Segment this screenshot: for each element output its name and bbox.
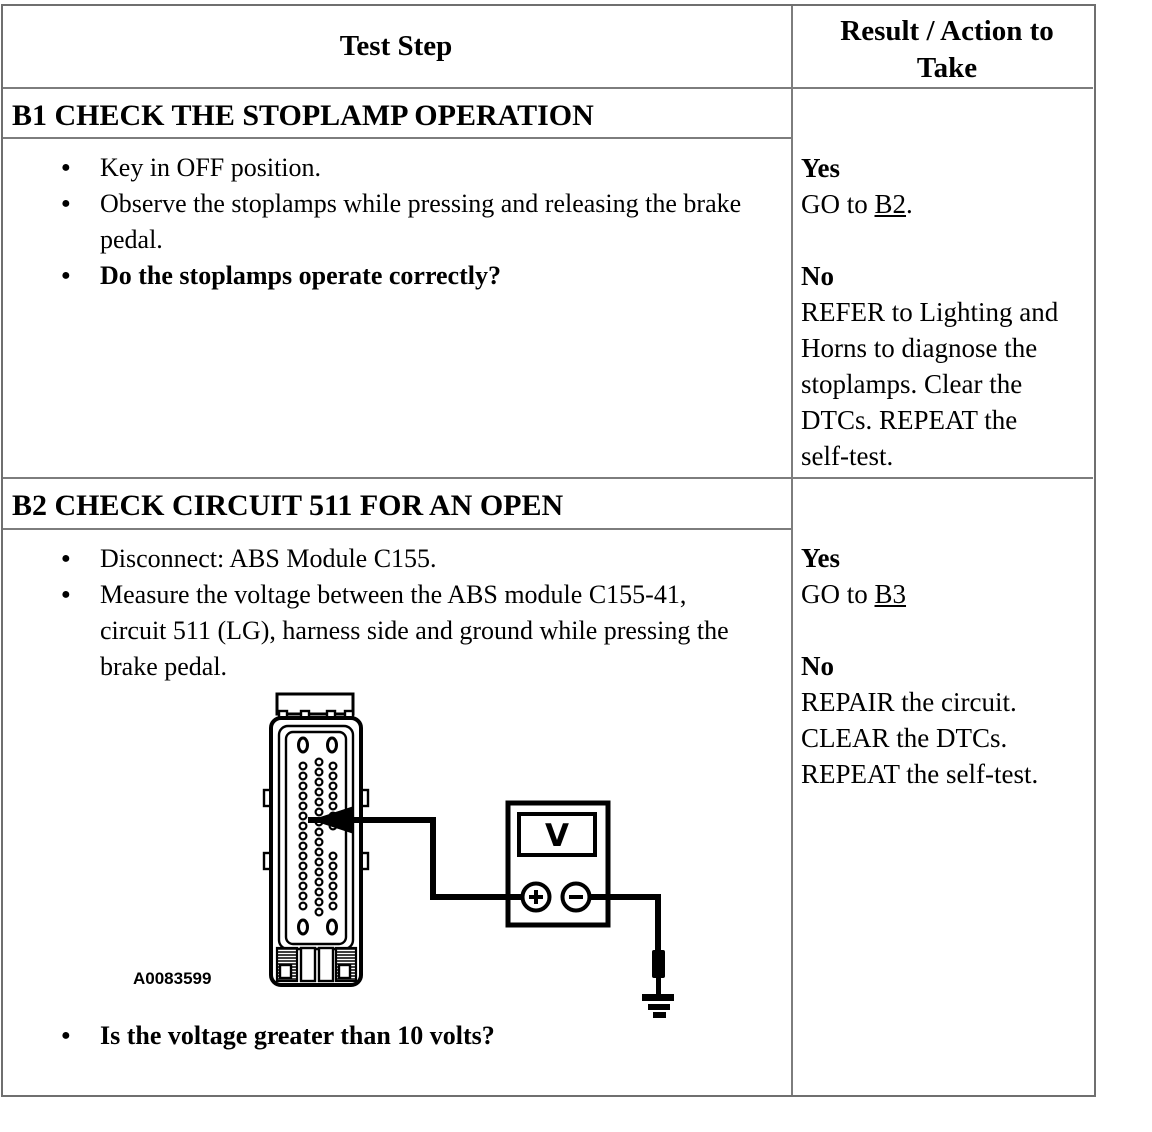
b2-no-label: No	[801, 651, 834, 681]
b2-yes-label: Yes	[801, 543, 840, 573]
figure-id-label: A0083599	[133, 969, 212, 988]
step-text: Do the stoplamps operate correctly?	[100, 261, 501, 290]
b2-title-row-divider	[3, 528, 791, 530]
b2-step-2	[55, 577, 745, 685]
b2-no-action: REPAIR the circuit. CLEAR the DTCs. REPEAT the self-test.	[801, 687, 1039, 789]
connector-top-cap	[277, 694, 353, 714]
b2-section-title: B2 CHECK CIRCUIT 511 FOR AN OPEN	[12, 489, 564, 522]
b2-step-list	[55, 541, 745, 685]
connector-corner-pin	[299, 920, 308, 934]
step-text: Key in OFF position.	[100, 153, 322, 182]
b1-yes-label: Yes	[801, 153, 840, 183]
b2-step-1	[55, 541, 745, 577]
connector-corner-pin	[328, 920, 337, 934]
header-row-divider	[3, 87, 1093, 89]
b2-result-cell	[801, 540, 1077, 792]
section-divider	[3, 477, 1093, 479]
step-text: Observe the stoplamps while pressing and releasing the brake pedal.	[100, 189, 742, 254]
step-text: Measure the voltage between the ABS module C155-41, circuit 511 (LG), harness side and ground while pressing the brake pedal.	[100, 580, 729, 681]
column-header-test-step: Test Step	[339, 30, 453, 62]
step-text: Disconnect: ABS Module C155.	[100, 544, 437, 573]
b1-no-label: No	[801, 261, 834, 291]
column-divider	[791, 6, 793, 1095]
b1-step-1	[55, 150, 745, 186]
b2-yes-action	[801, 576, 1077, 612]
b1-step-list	[55, 150, 745, 294]
b1-yes-action-post: .	[906, 189, 913, 219]
column-header-result-action: Result / Action to Take	[840, 15, 1054, 84]
b1-title-row-divider	[3, 137, 791, 139]
b1-yes-action-pre: GO to	[801, 189, 875, 219]
voltmeter-reading: V	[545, 818, 569, 854]
b2-yes-action-pre: GO to	[801, 579, 875, 609]
ground-icon	[642, 950, 674, 1018]
connector-corner-pin	[328, 738, 337, 752]
b2-question-list	[55, 1018, 745, 1054]
b2-step-question	[55, 1018, 745, 1054]
voltmeter	[508, 803, 658, 952]
b1-result-cell	[801, 150, 1065, 474]
b1-section-title: B1 CHECK THE STOPLAMP OPERATION	[12, 99, 594, 132]
step-text: Is the voltage greater than 10 volts?	[100, 1021, 495, 1050]
b1-step-2	[55, 186, 745, 258]
abs-module-connector	[264, 694, 368, 985]
b1-no-action: REFER to Lighting and Horns to diagnose the stoplamps. Clear the DTCs. REPEAT the self-test.	[801, 297, 1059, 471]
b1-yes-action	[801, 186, 1065, 222]
connector-corner-pin	[299, 738, 308, 752]
b2-measurement-figure	[120, 685, 700, 1025]
b2-step-link[interactable]: B2	[874, 189, 907, 219]
b3-step-link[interactable]: B3	[874, 579, 907, 609]
b1-step-question	[55, 258, 745, 294]
